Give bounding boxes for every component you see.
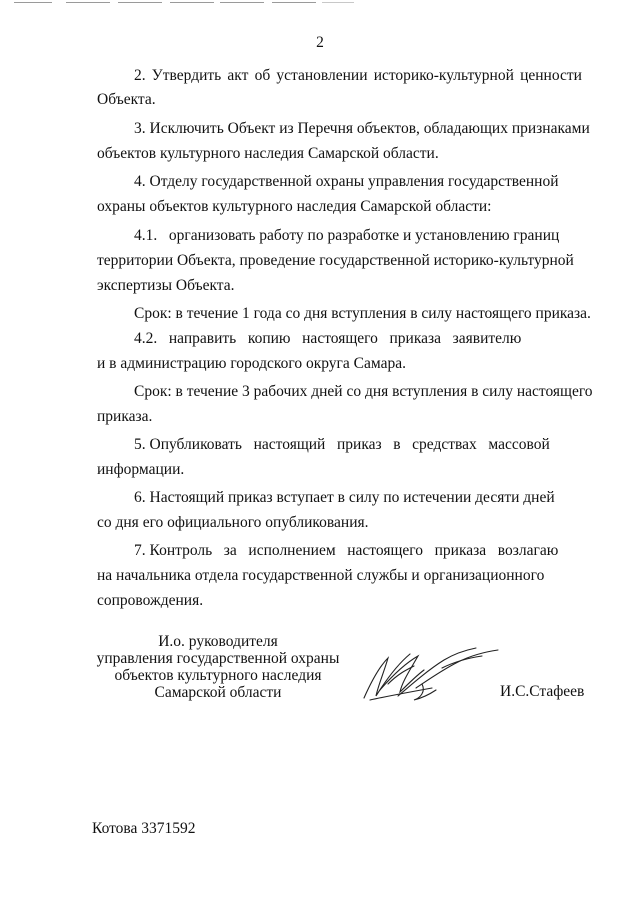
word: ценности [520,67,582,84]
signer-name: И.С.Стафеев [500,683,585,700]
page-number: 2 [316,34,324,51]
word: акт [227,67,249,84]
paragraph-4-line-2: охраны объектов культурного наследия Самарской области: [97,198,492,215]
paragraph-4-2-line-1: 4.2. направить копию настоящего приказа заявителю [134,330,522,347]
word: об [254,67,271,84]
paragraph-7-line-2: на начальника отдела государственной службы и организационного [97,567,545,584]
term-2-line-1: Срок: в течение 3 рабочих дней со дня вступления в силу настоящего [134,383,593,400]
paragraph-4-line-1: 4. Отделу государственной охраны управления государственной [134,173,559,190]
term-1-line: Срок: в течение 1 года со дня вступления в силу настоящего приказа. [134,305,591,322]
paragraph-5-line-1: 5. Опубликовать настоящий приказ в средствах массовой [134,436,550,453]
word: историко-культурной [373,67,514,84]
executor-contact: Котова 3371592 [92,820,196,837]
paragraph-2-line-1 [134,67,582,85]
paragraph-6-line-1: 6. Настоящий приказ вступает в силу по истечении десяти дней [134,489,555,506]
handwritten-signature [358,640,518,710]
paragraph-3-line-1: 3. Исключить Объект из Перечня объектов, обладающих признаками [134,120,590,137]
signatory-title-line: объектов культурного наследия [114,667,322,684]
signatory-title-line: управления государственной охраны [96,650,340,667]
paragraph-7-line-1: 7. Контроль за исполнением настоящего приказа возлагаю [134,542,559,559]
paragraph-4-2-line-2: и в администрацию городского округа Самара. [97,355,406,372]
signatory-title-line: Самарской области [154,684,282,701]
word: 2. [134,67,146,84]
paragraph-4-1-line-1: 4.1. организовать работу по разработке и установлению границ [134,227,560,244]
paragraph-4-1-line-2: территории Объекта, проведение государственной историко-культурной [97,252,574,269]
paragraph-3-line-2: объектов культурного наследия Самарской области. [97,145,439,162]
signatory-title-line: И.о. руководителя [158,633,278,650]
paragraph-4-1-line-3: экспертизы Объекта. [97,277,235,294]
paragraph-5-line-2: информации. [97,461,185,478]
paragraph-6-line-2: со дня его официального опубликования. [97,514,369,531]
signatory-title [78,633,358,701]
paragraph-7-line-3: сопровождения. [97,592,204,609]
word: Утвердить [151,67,222,84]
paragraph-2-line-2: Объекта. [97,91,156,108]
word: установлении [276,67,368,84]
top-rule [14,2,354,5]
term-2-line-2: приказа. [97,408,153,425]
